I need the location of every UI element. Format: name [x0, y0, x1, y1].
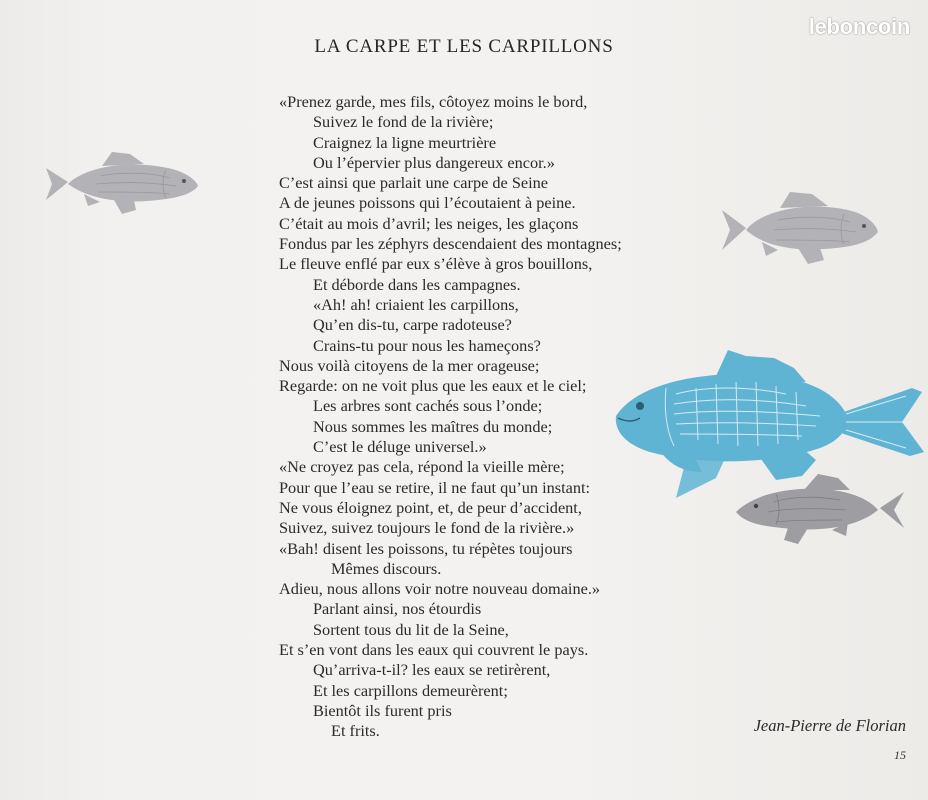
- poem-line: «Prenez garde, mes fils, côtoyez moins le bord,: [279, 92, 588, 111]
- poem-line: Crains-tu pour nous les hameçons?: [313, 335, 541, 355]
- poem-line: Mêmes discours.: [331, 558, 442, 578]
- poem-line: C’est le déluge universel.»: [313, 437, 487, 457]
- poem-line: Suivez le fond de la rivière;: [313, 112, 494, 132]
- page-number: 15: [894, 748, 906, 762]
- poem-line: Les arbres sont cachés sous l’onde;: [313, 396, 543, 416]
- poem-line: Qu’en dis-tu, carpe radoteuse?: [313, 315, 512, 335]
- poem-title: LA CARPE ET LES CARPILLONS: [314, 36, 614, 57]
- grey-fish-icon: [40, 148, 200, 220]
- poem-line: Qu’arriva-t-il? les eaux se retirèrent,: [313, 660, 551, 680]
- poem-line: Ou l’épervier plus dangereux encor.»: [313, 152, 555, 172]
- poem-line: Ne vous éloignez point, et, de peur d’accident,: [279, 497, 582, 517]
- poem-body: [279, 92, 699, 742]
- poem-line: C’était au mois d’avril; les neiges, les glaçons: [279, 213, 579, 233]
- poem-line: Regarde: on ne voit plus que les eaux et le ciel;: [279, 376, 587, 396]
- poem-line: Et déborde dans les campagnes.: [313, 274, 521, 294]
- poem-line: «Ne croyez pas cela, répond la vieille mère;: [279, 457, 565, 477]
- poem-line: Parlant ainsi, nos étourdis: [313, 599, 482, 619]
- poem-line: Et les carpillons demeurèrent;: [313, 680, 508, 700]
- poem-line: Et frits.: [331, 721, 380, 741]
- poem-line: «Bah! disent les poissons, tu répètes toujours: [279, 538, 573, 558]
- poem-line: Nous voilà citoyens de la mer orageuse;: [279, 355, 540, 375]
- poem-line: Bientôt ils furent pris: [313, 700, 452, 720]
- poem-line: Pour que l’eau se retire, il ne faut qu’un instant:: [279, 477, 591, 497]
- poem-line: Fondus par les zéphyrs descendaient des montagnes;: [279, 234, 622, 254]
- poem-line: Et s’en vont dans les eaux qui couvrent le pays.: [279, 640, 589, 660]
- poem-line: C’est ainsi que parlait une carpe de Seine: [279, 173, 548, 193]
- poem-line: Adieu, nous allons voir notre nouveau domaine.»: [279, 579, 601, 599]
- poem-line: Suivez, suivez toujours le fond de la rivière.»: [279, 518, 575, 538]
- author-signature: Jean-Pierre de Florian: [753, 716, 906, 735]
- grey-fish-icon: [720, 188, 880, 272]
- grey-fish-icon: [728, 472, 906, 550]
- leboncoin-watermark: leboncoin: [808, 14, 910, 39]
- poem-line: Nous sommes les maîtres du monde;: [313, 416, 553, 436]
- poem-line: Le fleuve enflé par eux s’élève à gros bouillons,: [279, 254, 593, 274]
- poem-line: «Ah! ah! criaient les carpillons,: [313, 294, 519, 314]
- poem-line: Sortent tous du lit de la Seine,: [313, 619, 509, 639]
- poem-line: Craignez la ligne meurtrière: [313, 132, 497, 152]
- poem-line: A de jeunes poissons qui l’écoutaient à peine.: [279, 193, 576, 213]
